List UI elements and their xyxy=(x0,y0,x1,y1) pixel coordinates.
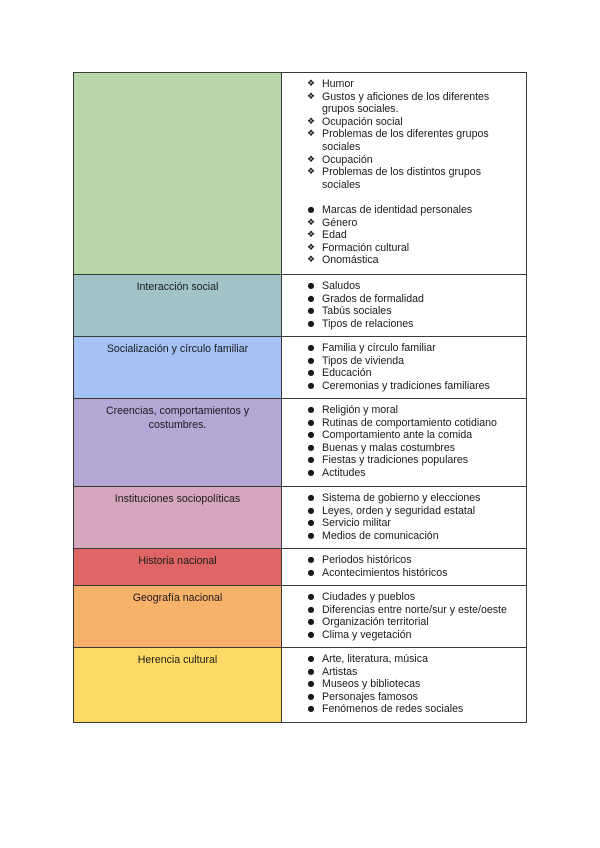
item-text: Personajes famosos xyxy=(322,690,418,703)
item-text: Ceremonias y tradiciones familiares xyxy=(322,379,490,392)
diamond-bullet-icon: ❖ xyxy=(306,116,316,127)
item-text: Educación xyxy=(322,367,372,380)
category-cell xyxy=(74,586,282,648)
items-cell xyxy=(282,399,527,487)
diamond-bullet-icon: ❖ xyxy=(306,154,316,165)
item-text: Organización territorial xyxy=(322,616,429,629)
list-item xyxy=(282,554,522,567)
category-label xyxy=(74,73,281,82)
list-item xyxy=(282,254,522,267)
category-cell xyxy=(74,549,282,586)
bullet-icon: ● xyxy=(307,604,315,614)
item-text: Ocupación xyxy=(322,153,373,166)
category-cell xyxy=(74,275,282,337)
bullet-icon: ● xyxy=(307,518,315,528)
item-text: Fiestas y tradiciones populares xyxy=(322,454,469,467)
table-row xyxy=(74,337,527,399)
bullet-icon: ● xyxy=(307,679,315,689)
bullet-icon: ● xyxy=(307,617,315,627)
list-item xyxy=(282,380,522,393)
item-text: Gustos y aficiones de los diferentes grupos sociales. xyxy=(322,90,490,116)
item-text: Humor xyxy=(322,78,354,90)
list-item xyxy=(282,305,522,318)
category-label: Geografía nacional xyxy=(132,592,223,604)
list-item xyxy=(282,404,522,417)
item-text: Periodos históricos xyxy=(322,554,412,566)
bullet-icon: ● xyxy=(307,343,315,352)
list-item xyxy=(282,367,522,380)
bullet-icon: ● xyxy=(307,204,315,214)
item-text: Marcas de identidad personales xyxy=(322,203,473,216)
category-label: Interacción social xyxy=(136,281,219,293)
item-text: Tipos de vivienda xyxy=(322,354,405,367)
bullet-icon: ● xyxy=(307,666,315,676)
list-item xyxy=(282,591,522,604)
list-item xyxy=(282,242,522,255)
category-label: Instituciones sociopolíticas xyxy=(114,493,241,505)
item-list xyxy=(282,586,526,645)
bullet-icon: ● xyxy=(307,691,315,701)
item-text: Grados de formalidad xyxy=(322,292,424,305)
category-cell xyxy=(74,73,282,275)
item-text: Arte, literatura, música xyxy=(322,653,428,665)
list-item xyxy=(282,342,522,355)
item-text: Fenómenos de redes sociales xyxy=(322,703,464,716)
item-text: Comportamiento ante la comida xyxy=(322,429,473,442)
diamond-bullet-icon: ❖ xyxy=(306,91,316,102)
item-text: Sistema de gobierno y elecciones xyxy=(322,492,481,504)
diamond-bullet-icon: ❖ xyxy=(306,79,316,89)
items-cell xyxy=(282,275,527,337)
item-text: Onomástica xyxy=(322,254,379,267)
item-text: Artistas xyxy=(322,665,358,678)
list-item xyxy=(282,229,522,242)
list-item xyxy=(282,128,522,153)
list-item xyxy=(282,629,522,642)
item-text: Museos y bibliotecas xyxy=(322,678,421,691)
category-cell xyxy=(74,337,282,399)
list-item xyxy=(282,154,522,167)
list-item xyxy=(282,492,522,505)
table-row xyxy=(74,73,527,275)
bullet-icon: ● xyxy=(307,555,315,564)
bullet-icon: ● xyxy=(307,704,315,714)
items-cell xyxy=(282,586,527,648)
list-item xyxy=(282,454,522,467)
bullet-icon: ● xyxy=(307,467,315,477)
item-text: Edad xyxy=(322,229,347,242)
item-text: Ocupación social xyxy=(322,115,403,128)
item-text: Medios de comunicación xyxy=(322,529,439,542)
item-list xyxy=(282,73,526,271)
table-row xyxy=(74,648,527,723)
diamond-bullet-icon: ❖ xyxy=(306,230,316,241)
item-list xyxy=(282,549,526,583)
bullet-icon: ● xyxy=(307,530,315,540)
diamond-bullet-icon: ❖ xyxy=(306,167,316,178)
list-item xyxy=(282,653,522,666)
list-item xyxy=(282,616,522,629)
bullet-icon: ● xyxy=(307,442,315,452)
item-list xyxy=(282,337,526,396)
diamond-bullet-icon: ❖ xyxy=(306,242,316,253)
items-cell xyxy=(282,73,527,275)
item-list xyxy=(282,648,526,720)
bullet-icon: ● xyxy=(307,318,315,328)
bullet-icon: ● xyxy=(307,430,315,440)
item-text: Problemas de los distintos grupos sociales xyxy=(322,166,481,191)
bullet-icon: ● xyxy=(307,629,315,639)
category-cell xyxy=(74,487,282,549)
diamond-bullet-icon: ❖ xyxy=(306,255,316,266)
item-list xyxy=(282,399,526,484)
table-row xyxy=(74,586,527,648)
list-item xyxy=(282,116,522,129)
items-cell xyxy=(282,487,527,549)
list-item xyxy=(282,567,522,580)
bullet-icon: ● xyxy=(307,306,315,316)
item-text: Saludos xyxy=(322,280,361,292)
bullet-icon: ● xyxy=(307,281,315,290)
list-item xyxy=(282,318,522,331)
list-item xyxy=(282,505,522,518)
category-label: Historia nacional xyxy=(138,555,217,567)
list-item xyxy=(282,703,522,716)
list-item xyxy=(282,429,522,442)
item-text: Acontecimientos históricos xyxy=(322,566,448,579)
bullet-icon: ● xyxy=(307,567,315,577)
list-item xyxy=(282,91,522,116)
item-text: Religión y moral xyxy=(322,404,398,416)
category-label: Creencias, comportamientos y costumbres. xyxy=(105,405,250,431)
category-label: Herencia cultural xyxy=(137,654,218,666)
list-item xyxy=(282,517,522,530)
diamond-bullet-icon: ❖ xyxy=(306,129,316,140)
bullet-icon: ● xyxy=(307,654,315,663)
list-item xyxy=(282,355,522,368)
item-text: Diferencias entre norte/sur y este/oeste xyxy=(322,603,507,616)
bullet-icon: ● xyxy=(307,417,315,427)
bullet-icon: ● xyxy=(307,368,315,378)
bullet-icon: ● xyxy=(307,380,315,390)
bullet-icon: ● xyxy=(307,455,315,465)
bullet-icon: ● xyxy=(307,505,315,515)
bullet-icon: ● xyxy=(307,405,315,414)
items-cell xyxy=(282,337,527,399)
item-text: Buenas y malas costumbres xyxy=(322,441,456,454)
items-cell xyxy=(282,648,527,723)
list-item xyxy=(282,166,522,191)
bullet-icon: ● xyxy=(307,355,315,365)
item-text: Leyes, orden y seguridad estatal xyxy=(322,504,476,517)
bullet-icon: ● xyxy=(307,293,315,303)
item-text: Rutinas de comportamiento cotidiano xyxy=(322,416,497,429)
table-row xyxy=(74,487,527,549)
item-list xyxy=(282,487,526,546)
item-list xyxy=(282,275,526,334)
item-text: Tipos de relaciones xyxy=(322,317,414,330)
list-item xyxy=(282,204,522,217)
table-row xyxy=(74,549,527,586)
list-item xyxy=(282,293,522,306)
list-item xyxy=(282,691,522,704)
item-text: Problemas de los diferentes grupos sociales xyxy=(322,128,489,153)
list-item xyxy=(282,530,522,543)
item-text: Familia y círculo familiar xyxy=(322,342,436,354)
item-text: Género xyxy=(322,216,358,229)
category-label: Socialización y círculo familiar xyxy=(106,343,249,355)
list-item xyxy=(282,417,522,430)
items-cell xyxy=(282,549,527,586)
list-item xyxy=(282,217,522,230)
bullet-icon: ● xyxy=(307,493,315,502)
item-text: Tabús sociales xyxy=(322,305,392,318)
list-item xyxy=(282,78,522,91)
diamond-bullet-icon: ❖ xyxy=(306,217,316,228)
table-body xyxy=(74,73,527,723)
list-item xyxy=(282,467,522,480)
list-item xyxy=(282,604,522,617)
table-row xyxy=(74,399,527,487)
item-text: Formación cultural xyxy=(322,241,410,254)
item-text: Servicio militar xyxy=(322,517,391,530)
item-text: Actitudes xyxy=(322,466,366,479)
item-text: Ciudades y pueblos xyxy=(322,591,416,603)
bullet-icon: ● xyxy=(307,592,315,601)
category-cell xyxy=(74,648,282,723)
item-text: Clima y vegetación xyxy=(322,628,412,641)
list-item xyxy=(282,666,522,679)
category-cell xyxy=(74,399,282,487)
list-item xyxy=(282,442,522,455)
list-item xyxy=(282,678,522,691)
table-row xyxy=(74,275,527,337)
topics-table xyxy=(73,72,527,723)
list-item xyxy=(282,280,522,293)
